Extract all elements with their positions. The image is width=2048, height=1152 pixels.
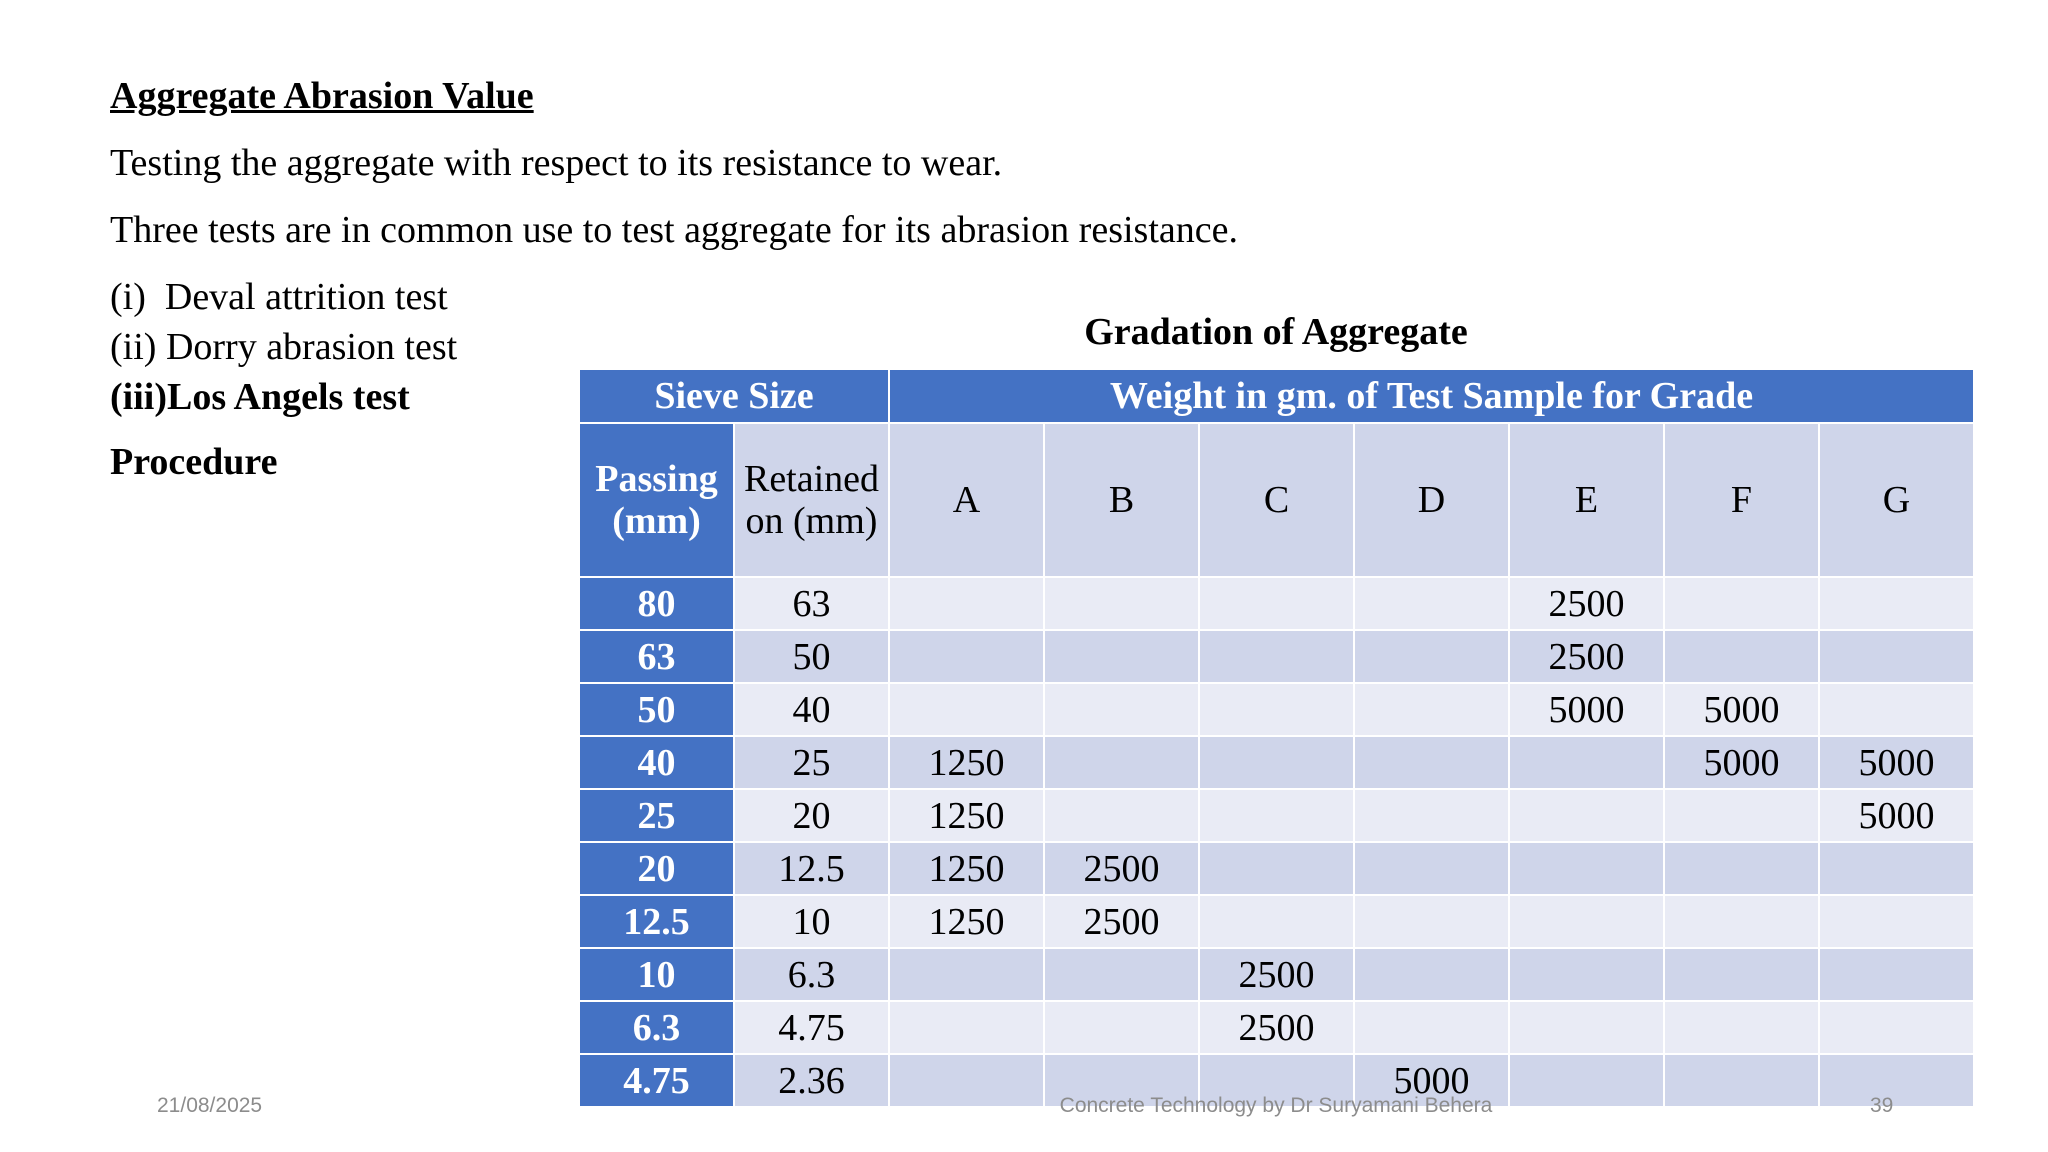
cell-grade-g: [1819, 577, 1974, 630]
table-row: [579, 1001, 1974, 1054]
table-caption: Gradation of Aggregate: [1084, 311, 1468, 353]
cell-grade-f: [1664, 842, 1819, 895]
cell-grade-a: 1250: [889, 789, 1044, 842]
cell-grade-f: [1664, 630, 1819, 683]
test-item-los-angels: (iii)Los Angels test: [110, 376, 410, 418]
tests-intro-line: Three tests are in common use to test aggregate for its abrasion resistance.: [110, 209, 1238, 251]
cell-passing: 6.3: [579, 1001, 734, 1054]
cell-grade-e: 2500: [1509, 577, 1664, 630]
cell-grade-e: [1509, 736, 1664, 789]
cell-grade-g: 5000: [1819, 789, 1974, 842]
cell-passing: 12.5: [579, 895, 734, 948]
cell-grade-d: [1354, 948, 1509, 1001]
cell-grade-f: [1664, 577, 1819, 630]
header-weight: Weight in gm. of Test Sample for Grade: [889, 369, 1974, 423]
col-grade-b: B: [1044, 423, 1199, 577]
table-row: [579, 948, 1974, 1001]
cell-grade-b: [1044, 736, 1199, 789]
cell-retained: 40: [734, 683, 889, 736]
cell-grade-e: [1509, 842, 1664, 895]
cell-grade-d: [1354, 736, 1509, 789]
cell-grade-b: 2500: [1044, 842, 1199, 895]
cell-grade-b: 2500: [1044, 895, 1199, 948]
table-row: [579, 842, 1974, 895]
cell-grade-a: [889, 683, 1044, 736]
col-grade-d: D: [1354, 423, 1509, 577]
col-retained: Retained on (mm): [734, 423, 889, 577]
cell-grade-f: [1664, 1001, 1819, 1054]
cell-retained: 4.75: [734, 1001, 889, 1054]
table-row: [579, 736, 1974, 789]
col-grade-f: F: [1664, 423, 1819, 577]
cell-retained: 50: [734, 630, 889, 683]
gradation-table: [578, 368, 1975, 1108]
cell-grade-e: [1509, 789, 1664, 842]
cell-retained: 25: [734, 736, 889, 789]
cell-grade-c: 2500: [1199, 1001, 1354, 1054]
slide-heading: Aggregate Abrasion Value: [110, 75, 534, 117]
cell-grade-f: 5000: [1664, 683, 1819, 736]
cell-grade-b: [1044, 683, 1199, 736]
cell-grade-b: [1044, 577, 1199, 630]
cell-grade-c: [1199, 630, 1354, 683]
test-item-dorry: (ii) Dorry abrasion test: [110, 326, 458, 368]
intro-line: Testing the aggregate with respect to its resistance to wear.: [110, 142, 1003, 184]
cell-grade-c: [1199, 683, 1354, 736]
cell-passing: 40: [579, 736, 734, 789]
cell-grade-a: [889, 948, 1044, 1001]
cell-grade-c: [1199, 736, 1354, 789]
cell-grade-b: [1044, 948, 1199, 1001]
cell-retained: 2.36: [734, 1054, 889, 1107]
cell-grade-a: [889, 1001, 1044, 1054]
footer-title: Concrete Technology by Dr Suryamani Behera: [1059, 1094, 1493, 1117]
test-list: [110, 272, 457, 422]
cell-passing: 50: [579, 683, 734, 736]
cell-passing: 4.75: [579, 1054, 734, 1107]
cell-grade-e: [1509, 1001, 1664, 1054]
cell-grade-e: [1509, 948, 1664, 1001]
cell-retained: 6.3: [734, 948, 889, 1001]
cell-grade-d: [1354, 683, 1509, 736]
cell-grade-g: [1819, 842, 1974, 895]
cell-grade-d: [1354, 842, 1509, 895]
cell-passing: 20: [579, 842, 734, 895]
cell-grade-d: [1354, 1001, 1509, 1054]
cell-grade-e: 5000: [1509, 683, 1664, 736]
cell-grade-g: [1819, 683, 1974, 736]
cell-grade-a: 1250: [889, 842, 1044, 895]
cell-grade-e: [1509, 895, 1664, 948]
cell-grade-b: [1044, 1001, 1199, 1054]
cell-grade-f: [1664, 789, 1819, 842]
table-row: [579, 895, 1974, 948]
header-sieve-size: Sieve Size: [579, 369, 889, 423]
cell-grade-g: [1819, 1001, 1974, 1054]
cell-grade-b: [1044, 789, 1199, 842]
cell-grade-e: 2500: [1509, 630, 1664, 683]
table-row: [579, 789, 1974, 842]
cell-grade-f: 5000: [1664, 736, 1819, 789]
cell-grade-f: [1664, 948, 1819, 1001]
table-row: [579, 683, 1974, 736]
col-passing: Passing (mm): [579, 423, 734, 577]
cell-grade-c: [1199, 789, 1354, 842]
cell-passing: 63: [579, 630, 734, 683]
cell-grade-d: [1354, 789, 1509, 842]
procedure-label: Procedure: [110, 441, 278, 483]
cell-grade-c: [1199, 842, 1354, 895]
cell-grade-g: [1819, 895, 1974, 948]
cell-grade-d: [1354, 895, 1509, 948]
cell-grade-f: [1664, 895, 1819, 948]
table-body: [579, 577, 1974, 1107]
cell-grade-a: 1250: [889, 736, 1044, 789]
footer-page-number: 39: [1870, 1094, 1894, 1117]
footer-date: 21/08/2025: [157, 1094, 263, 1117]
test-item-deval: (i) Deval attrition test: [110, 276, 448, 318]
cell-grade-g: [1819, 948, 1974, 1001]
cell-grade-g: [1819, 630, 1974, 683]
cell-grade-c: 2500: [1199, 948, 1354, 1001]
cell-grade-d: 5000: [1354, 1054, 1509, 1107]
cell-grade-d: [1354, 577, 1509, 630]
cell-retained: 12.5: [734, 842, 889, 895]
table-row: [579, 630, 1974, 683]
cell-retained: 63: [734, 577, 889, 630]
col-grade-g: G: [1819, 423, 1974, 577]
col-grade-a: A: [889, 423, 1044, 577]
cell-passing: 25: [579, 789, 734, 842]
table-row: [579, 577, 1974, 630]
col-grade-e: E: [1509, 423, 1664, 577]
cell-grade-c: [1199, 577, 1354, 630]
cell-retained: 20: [734, 789, 889, 842]
cell-grade-d: [1354, 630, 1509, 683]
cell-grade-a: [889, 577, 1044, 630]
cell-passing: 80: [579, 577, 734, 630]
cell-grade-b: [1044, 630, 1199, 683]
cell-grade-c: [1199, 895, 1354, 948]
col-grade-c: C: [1199, 423, 1354, 577]
cell-grade-a: 1250: [889, 895, 1044, 948]
cell-grade-a: [889, 630, 1044, 683]
cell-retained: 10: [734, 895, 889, 948]
cell-passing: 10: [579, 948, 734, 1001]
cell-grade-g: 5000: [1819, 736, 1974, 789]
